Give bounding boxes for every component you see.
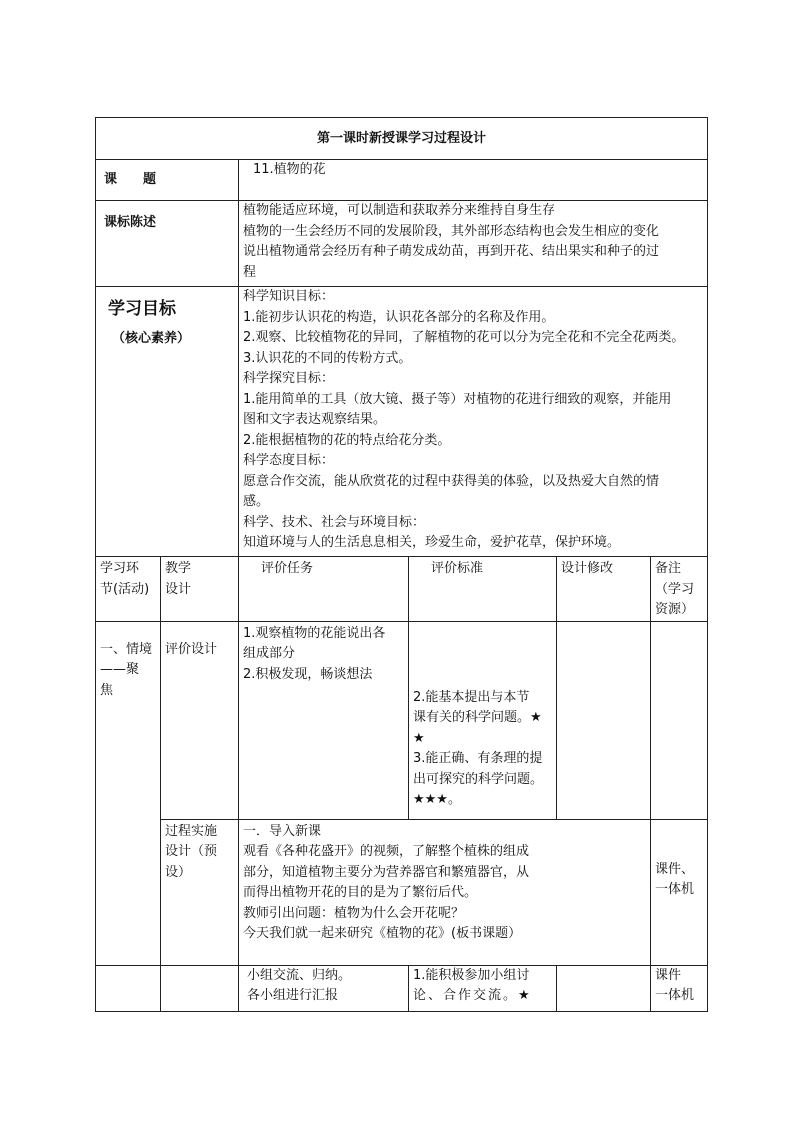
goals-text — [239, 287, 708, 557]
header-note-line: （学习 — [655, 581, 695, 597]
process-line: 今天我们就一起来研究《植物的花》(板书课题） — [243, 926, 522, 941]
goal-line: 科学知识目标： — [243, 289, 335, 304]
stage1-criteria-line: 3.能正确、有条理的提 — [413, 751, 543, 766]
stage1-name-line: ——聚 — [100, 662, 140, 677]
stage1-tasks — [239, 621, 409, 819]
goal-line: 图和文字表达观察结果。 — [243, 412, 387, 427]
stage1-name-line: 一、情境 — [100, 641, 153, 657]
stage1-criteria-line: 出可探究的科学问题。 — [413, 771, 544, 787]
goal-line: 科学态度目标： — [243, 453, 335, 468]
stage1-criteria-line: 2.能基本提出与本节 — [413, 689, 530, 705]
standard-line: 说出植物通常会经历有种子萌发成幼苗，再到开花、结出果实和种子的过 — [243, 244, 660, 259]
resource-line: 一体机 — [655, 882, 695, 897]
stage2-tasks — [239, 965, 409, 1011]
process-line: 观看《各种花盛开》的视频，了解整个植株的组成 — [243, 844, 530, 859]
stage2-name — [96, 965, 161, 1011]
stage1-criteria — [409, 621, 557, 819]
topic-value: 11.植物的花 — [239, 160, 708, 201]
stage2-resource — [651, 965, 708, 1011]
document-title: 第一课时新授课学习过程设计 — [96, 118, 708, 160]
standard-line: 程 — [243, 264, 257, 280]
header-design-line: 设计 — [165, 581, 192, 597]
stage2-resource-line: 一体机 — [655, 988, 695, 1003]
goal-line: 知道环境与人的生活息息相关，珍爱生命，爱护花草，保护环境。 — [243, 535, 621, 550]
stage1-criteria-line: ★★★。 — [413, 792, 461, 807]
stage1-note — [651, 621, 708, 819]
header-stage-line: 节(活动) — [100, 581, 150, 597]
header-note — [651, 557, 708, 622]
goals-label-cell — [96, 287, 239, 557]
header-stage-line: 学习环 — [100, 561, 140, 576]
goal-line: 2.能根据植物的花的特点给花分类。 — [243, 432, 451, 448]
header-modify: 设计修改 — [557, 557, 651, 622]
goal-line: 2.观察、比较植物花的异同，了解植物的花可以分为完全花和不完全花两类。 — [243, 330, 685, 345]
standard-line: 植物的一生会经历不同的发展阶段，其外部形态结构也会发生相应的变化 — [243, 223, 660, 239]
stage1-criteria-line: ★ — [413, 730, 425, 746]
stage1-task-line: 2.积极发现，畅谈想法 — [243, 666, 373, 682]
header-note-line: 备注 — [655, 561, 682, 576]
stage1-task-line: 组成部分 — [243, 646, 296, 661]
goal-line: 1.能用简单的工具（放大镜、摄子等）对植物的花进行细致的观察，并能用 — [243, 391, 672, 407]
stage2-design — [161, 965, 239, 1011]
standard-text — [239, 201, 708, 287]
stage2-criteria — [409, 965, 557, 1011]
stage1-criteria-line: 课有关的科学问题。★ — [413, 710, 542, 725]
header-design — [161, 557, 239, 622]
stage2-criteria-line: 1.能积极参加小组讨 — [413, 967, 530, 983]
header-task: 评价任务 — [239, 557, 409, 622]
stage1-process — [239, 819, 651, 965]
stage1-name-line: 焦 — [100, 682, 114, 698]
goals-label: 学习目标 — [108, 299, 176, 319]
process-line: 一．导入新课 — [243, 823, 322, 839]
topic-label: 课 题 — [96, 160, 239, 201]
stage2-task-line: 小组交流、归纳。 — [247, 967, 352, 983]
stage1-eval-design: 评价设计 — [161, 621, 239, 819]
standard-line: 植物能适应环境，可以制造和获取养分来维持自身生存 — [243, 203, 556, 218]
resource-line: 课件、 — [655, 861, 695, 877]
process-design-line: 过程实施 — [165, 823, 218, 839]
header-standard: 评价标准 — [409, 557, 557, 622]
stage1-process-design — [161, 819, 239, 965]
lesson-design-table — [95, 117, 708, 1012]
header-note-line: 资源） — [655, 602, 695, 617]
stage2-criteria-line: 论、合作交流。★ — [413, 988, 532, 1003]
header-design-line: 教学 — [165, 561, 192, 576]
stage2-resource-line: 课件 — [655, 967, 682, 983]
process-line: 教师引出问题：植物为什么会开花呢？ — [243, 905, 465, 921]
goal-line: 科学探究目标： — [243, 371, 335, 386]
stage1-name — [96, 621, 161, 965]
stage1-modify — [557, 621, 651, 819]
goal-line: 愿意合作交流，能从欣赏花的过程中获得美的体验，以及热爱大自然的情 — [243, 473, 660, 489]
process-line: 而得出植物开花的目的是为了繁衍后代。 — [243, 885, 478, 900]
stage2-task-line: 各小组进行汇报 — [247, 988, 339, 1003]
stage2-modify — [557, 965, 651, 1011]
goal-line: 感。 — [243, 494, 270, 509]
process-line: 部分，知道植物主要分为营养器官和繁殖器官，从 — [243, 864, 530, 880]
goal-line: 1.能初步认识花的构造，认识花各部分的名称及作用。 — [243, 309, 555, 325]
goal-line: 3.认识花的不同的传粉方式。 — [243, 350, 412, 366]
goals-sublabel: （核心素养） — [112, 331, 191, 346]
process-design-line: 设计（预 — [165, 844, 218, 859]
stage1-resource — [651, 819, 708, 965]
header-stage — [96, 557, 161, 622]
process-design-line: 设） — [165, 864, 192, 880]
goal-line: 科学、技术、社会与环境目标： — [243, 514, 426, 530]
stage1-task-line: 1.观察植物的花能说出各 — [243, 625, 386, 641]
standard-label: 课标陈述 — [96, 201, 239, 287]
